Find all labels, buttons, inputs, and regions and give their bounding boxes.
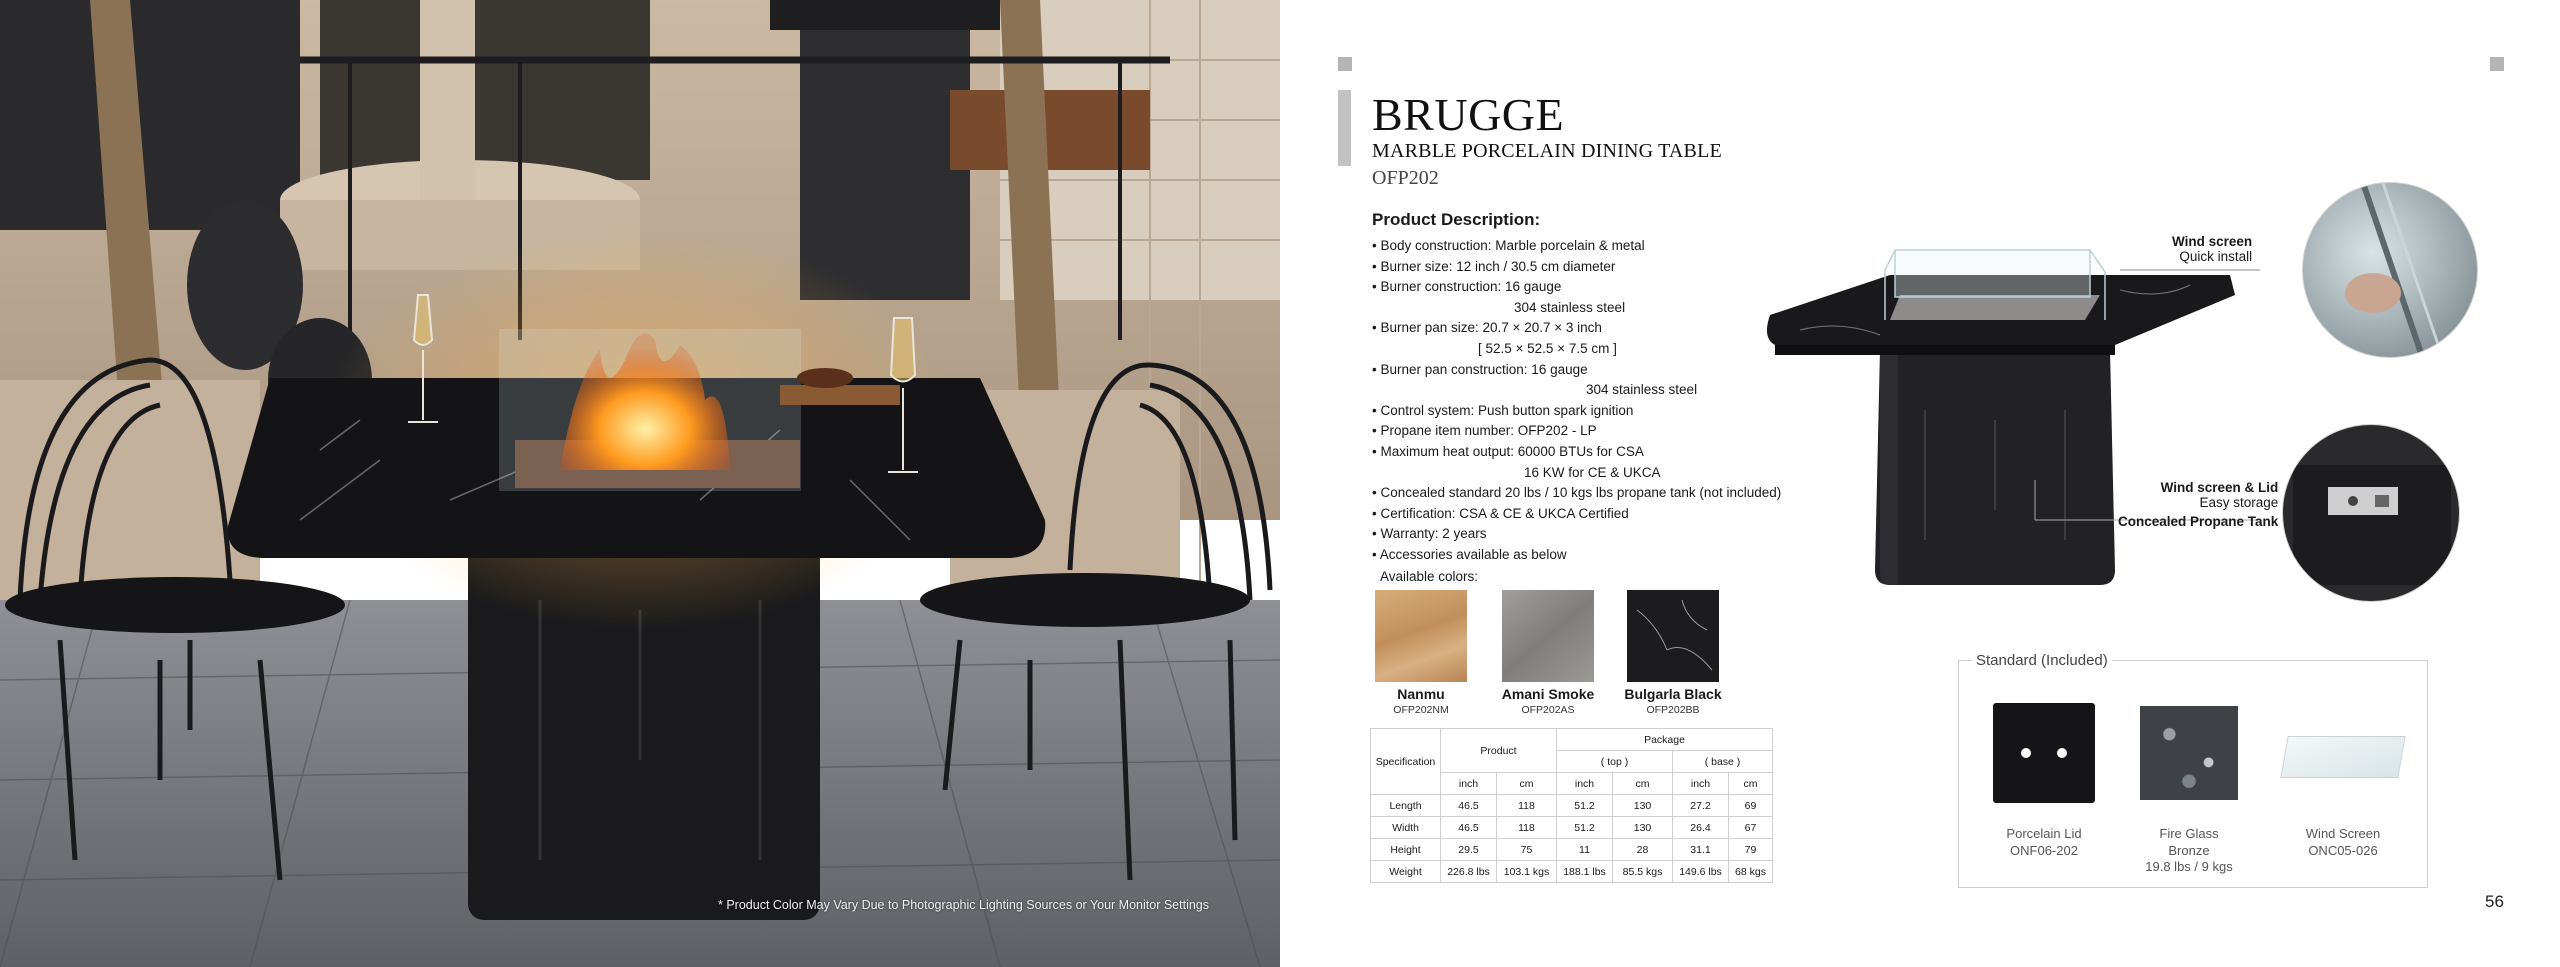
product-model: OFP202	[1372, 167, 1439, 189]
accessory-item-porcelain-lid	[1974, 826, 2114, 859]
table-cell: 69	[1729, 795, 1773, 817]
description-list	[1372, 236, 1781, 566]
corner-marker-right	[2490, 57, 2504, 71]
swatch-name: Amani Smoke	[1501, 686, 1595, 702]
table-cell: 28	[1613, 839, 1673, 861]
table-row	[1371, 839, 1773, 861]
table-cell: 51.2	[1557, 817, 1613, 839]
table-cell: 103.1 kgs	[1497, 861, 1557, 883]
table-header-top: ( top )	[1557, 751, 1673, 773]
description-line: • Maximum heat output: 60000 BTUs for CSA	[1372, 443, 1644, 459]
table-cell: 118	[1497, 795, 1557, 817]
description-line: • Body construction: Marble porcelain & metal	[1372, 238, 1645, 253]
swatch-name: Nanmu	[1397, 686, 1445, 702]
table-cell: 79	[1729, 839, 1773, 861]
table-cell: 29.5	[1441, 839, 1497, 861]
accessory-code: Bronze	[2168, 842, 2210, 858]
color-option-amani-smoke	[1493, 590, 1603, 716]
detail-photo-propane-tank	[2282, 424, 2460, 602]
unit-header: inch	[1557, 773, 1613, 795]
glass-panel-detail	[2303, 183, 2478, 358]
table-header-package: Package	[1557, 729, 1773, 751]
swatch-name: Bulgarla Black	[1624, 686, 1722, 702]
table-cell: 27.2	[1673, 795, 1729, 817]
table-cell: 51.2	[1557, 795, 1613, 817]
table-cell: 67	[1729, 817, 1773, 839]
description-line: • Burner pan construction: 16 gauge	[1372, 361, 1588, 377]
description-line: • Control system: Push button spark ignition	[1372, 402, 1634, 418]
description-line: • Certification: CSA & CE & UKCA Certified	[1372, 505, 1629, 521]
title-accent-bar	[1338, 90, 1351, 166]
callout-wind-screen-lid	[2118, 480, 2278, 529]
lid-hole	[2021, 748, 2031, 758]
description-line: 304 stainless steel	[1514, 299, 1626, 315]
description-line: • Concealed standard 20 lbs / 10 kgs lbs propane tank (not included)	[1372, 485, 1782, 501]
table-cell: 226.8 lbs	[1441, 861, 1497, 883]
unit-header: cm	[1729, 773, 1773, 795]
detail-photo-wind-screen	[2302, 182, 2478, 358]
swatch-code: OFP202AS	[1521, 704, 1575, 716]
callout-title: Wind screen & Lid	[2160, 480, 2279, 495]
porcelain-lid-image	[1993, 703, 2095, 803]
table-cell: 130	[1613, 795, 1673, 817]
accessory-item-fire-glass	[2119, 826, 2259, 876]
table-row	[1371, 817, 1773, 839]
table-cell: 118	[1497, 817, 1557, 839]
swatch-code: OFP202BB	[1646, 704, 1700, 716]
accessories-title: Standard (Included)	[1972, 652, 2112, 669]
description-line: 304 stainless steel	[1586, 382, 1698, 398]
description-line: 16 KW for CE & UKCA	[1524, 464, 1661, 480]
row-label: Weight	[1371, 861, 1441, 883]
callout-subtitle: Quick install	[2179, 249, 2253, 264]
swatch-nanmu	[1375, 590, 1467, 682]
accessory-weight: 19.8 lbs / 9 kgs	[2145, 859, 2233, 874]
description-line: • Burner construction: 16 gauge	[1372, 279, 1562, 295]
table-header-base: ( base )	[1673, 751, 1773, 773]
product-title: BRUGGE	[1372, 89, 1565, 140]
table-cell: 68 kgs	[1729, 861, 1773, 883]
table-row	[1371, 795, 1773, 817]
row-label: Length	[1371, 795, 1441, 817]
marble-vein-pattern	[1627, 590, 1719, 682]
available-colors-label: Available colors:	[1380, 569, 1479, 584]
table-cell: 130	[1613, 817, 1673, 839]
table-cell: 11	[1557, 839, 1613, 861]
table-row	[1371, 861, 1773, 883]
callout-subtitle: Easy storage	[2199, 495, 2279, 510]
table-cell: 26.4	[1673, 817, 1729, 839]
accessory-code: ONF06-202	[2010, 842, 2078, 858]
page-number: 56	[2485, 892, 2504, 911]
table-cell: 46.5	[1441, 817, 1497, 839]
table-header-specification: Specification	[1371, 729, 1441, 795]
table-header-product: Product	[1441, 729, 1557, 773]
table-cell: 75	[1497, 839, 1557, 861]
specification-table	[1370, 728, 1773, 883]
swatch-amani-smoke	[1502, 590, 1594, 682]
product-subtitle: MARBLE PORCELAIN DINING TABLE	[1372, 140, 1722, 162]
tank-compartment-detail	[2283, 425, 2460, 602]
unit-header: inch	[1673, 773, 1729, 795]
table-cell: 149.6 lbs	[1673, 861, 1729, 883]
fire-glass-image	[2140, 706, 2238, 800]
accessory-code: ONC05-026	[2308, 842, 2378, 858]
table-cell: 46.5	[1441, 795, 1497, 817]
accessory-item-wind-screen	[2273, 826, 2413, 859]
accessory-name: Wind Screen	[2305, 826, 2381, 841]
row-label: Height	[1371, 839, 1441, 861]
table-cell: 188.1 lbs	[1557, 861, 1613, 883]
row-label: Width	[1371, 817, 1441, 839]
unit-header: cm	[1497, 773, 1557, 795]
corner-marker-left	[1338, 57, 1352, 71]
unit-header: inch	[1441, 773, 1497, 795]
description-line: • Burner pan size: 20.7 × 20.7 × 3 inch	[1372, 320, 1602, 336]
callout-wind-screen	[2172, 234, 2252, 264]
callout-title: Wind screen	[2172, 234, 2253, 249]
description-line: • Burner size: 12 inch / 30.5 cm diameter	[1372, 258, 1616, 274]
unit-header: cm	[1613, 773, 1673, 795]
wind-screen-image	[2280, 736, 2405, 778]
accessory-name: Porcelain Lid	[2006, 826, 2082, 841]
description-line: [ 52.5 × 52.5 × 7.5 cm ]	[1478, 340, 1617, 356]
color-option-bulgarla-black	[1618, 590, 1728, 716]
photo-disclaimer: * Product Color May Vary Due to Photographic Lighting Sources or Your Monitor Settings	[718, 898, 1210, 912]
table-cell: 31.1	[1673, 839, 1729, 861]
swatch-bulgarla-black	[1627, 590, 1719, 682]
lid-hole	[2057, 748, 2067, 758]
description-line: • Accessories available as below	[1372, 546, 1567, 562]
color-option-nanmu	[1366, 590, 1476, 716]
description-heading: Product Description:	[1372, 210, 1541, 229]
swatch-code: OFP202NM	[1393, 704, 1449, 716]
description-line: • Warranty: 2 years	[1372, 526, 1487, 542]
description-line: • Propane item number: OFP202 - LP	[1372, 423, 1597, 439]
callout-title: Concealed Propane Tank	[2118, 514, 2279, 529]
table-cell: 85.5 kgs	[1613, 861, 1673, 883]
accessory-name: Fire Glass	[2159, 826, 2219, 841]
